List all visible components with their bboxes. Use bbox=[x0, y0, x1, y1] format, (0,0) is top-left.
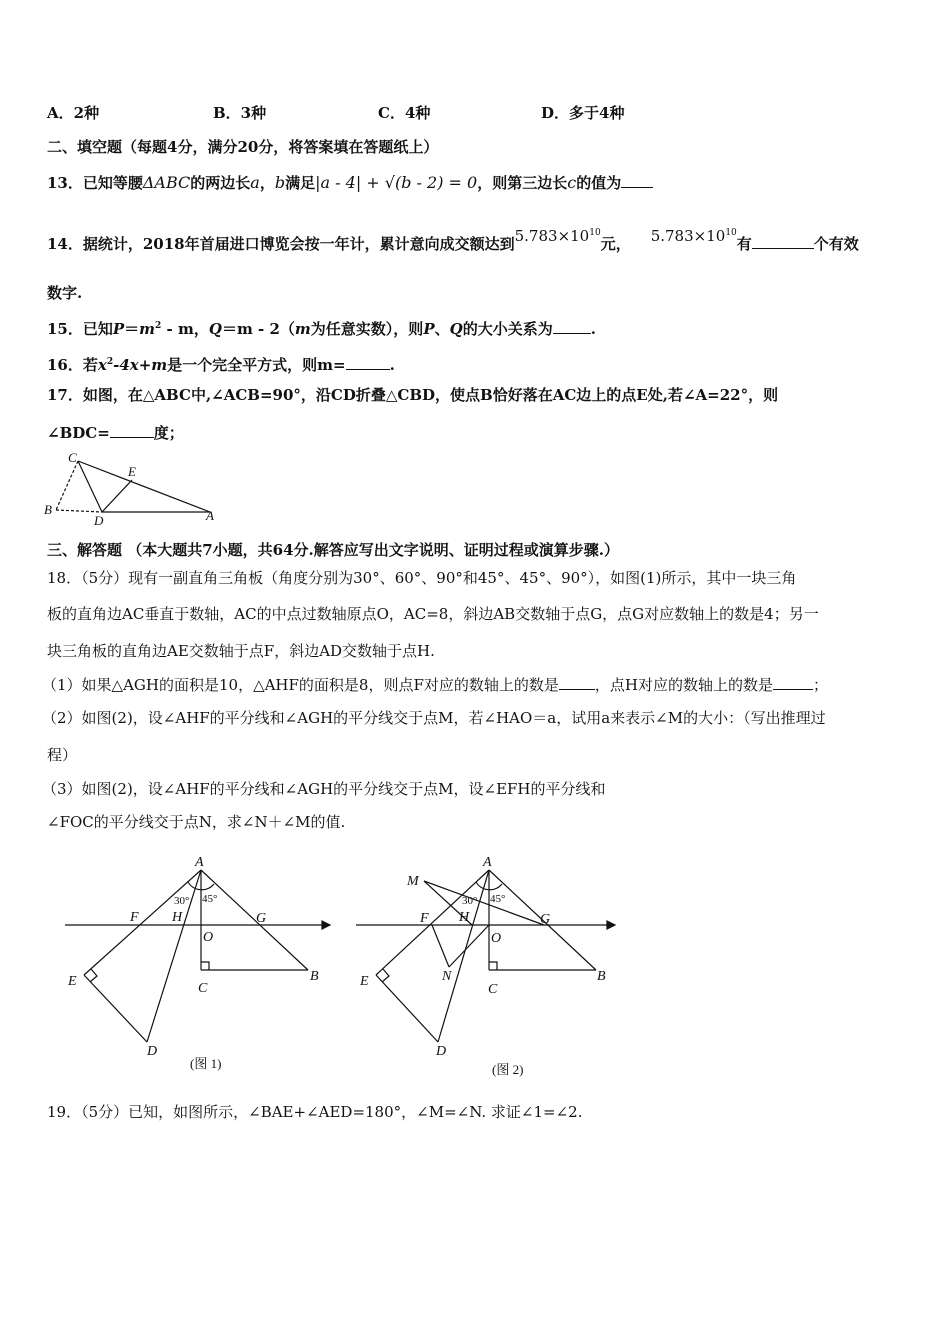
label-a: A bbox=[195, 855, 204, 870]
label-e: E bbox=[360, 974, 369, 989]
label-h: H bbox=[459, 910, 470, 925]
question-13: 13．已知等腰ΔABC的两边长a，b满足|a - 4| + √(b - 2) = 0，则第三边长c的值为 bbox=[47, 173, 653, 193]
label-45: 45° bbox=[490, 893, 506, 905]
label-e: E bbox=[68, 974, 77, 989]
answer-blank-15[interactable] bbox=[553, 319, 591, 334]
segment-ed bbox=[376, 975, 438, 1042]
label-c: C bbox=[68, 450, 77, 465]
label-c: C bbox=[198, 981, 208, 996]
label-h: H bbox=[172, 910, 183, 925]
label-b: B bbox=[44, 502, 52, 517]
label-b: B bbox=[310, 969, 319, 984]
answer-blank-18-f[interactable] bbox=[559, 675, 595, 690]
label-f: F bbox=[130, 910, 139, 925]
option-d: D．多于4种 bbox=[541, 104, 625, 122]
question-17-line2: ∠BDC= 度； bbox=[47, 424, 184, 442]
segment-de bbox=[102, 480, 132, 512]
label-b: B bbox=[597, 969, 606, 984]
segment-ed bbox=[84, 975, 147, 1042]
option-b: B．3种 bbox=[213, 104, 267, 122]
section3-heading: 三、解答题 （本大题共7小题，共64分.解答应写出文字说明、证明过程或演算步骤.） bbox=[47, 541, 619, 559]
segment-no bbox=[449, 925, 489, 967]
segment-ab bbox=[201, 870, 308, 970]
label-d: D bbox=[94, 513, 104, 528]
segment-ae bbox=[376, 870, 489, 975]
caption-2: (图 2) bbox=[492, 1062, 524, 1077]
label-n: N bbox=[442, 969, 452, 984]
answer-blank-18-h[interactable] bbox=[773, 675, 813, 690]
right-angle-c bbox=[201, 962, 209, 970]
segment-ae bbox=[84, 870, 201, 975]
question-18-line3: 块三角板的直角边AE交数轴于点F，斜边AD交数轴于点H. bbox=[47, 642, 435, 660]
label-o: O bbox=[203, 930, 214, 945]
segment-cb bbox=[56, 461, 78, 510]
label-d: D bbox=[436, 1044, 447, 1059]
question-18: 18．（5分）现有一副直角三角板（角度分别为30°、60°、90°和45°、45°、90°），如图(1)所示，其中一块三角 bbox=[47, 569, 797, 587]
question-15: 15．已知$P=m^2 - m$，Q＝m - 2（m为任意实数），则P、Q的大小关系为 . bbox=[47, 320, 596, 338]
section2-heading: 二、填空题（每题4分，满分20分，将答案填在答题纸上） bbox=[47, 138, 439, 156]
caption-1: (图 1) bbox=[190, 1056, 222, 1071]
option-c: C．4种 bbox=[378, 104, 431, 122]
question-14: 14．据统计，2018年首届进口博览会按一年计，累计意向成交额达到$5.783\times 10^{10}$元， $5.783\times 10^{10}$有 个有效 bbox=[47, 227, 859, 253]
question-16: 16．若$x^2-4x+m$是一个完全平方式，则m= . bbox=[47, 356, 395, 374]
segment-fn bbox=[432, 925, 449, 967]
label-c: C bbox=[488, 982, 498, 997]
label-45: 45° bbox=[202, 893, 218, 905]
answer-blank-14[interactable] bbox=[752, 234, 814, 249]
question-17: 17．如图，在△ABC中,∠ACB=90°，沿CD折叠△CBD，使点B恰好落在AC边上的点E处,若∠A=22°，则 bbox=[47, 386, 779, 404]
label-e: E bbox=[128, 464, 136, 479]
label-30: 30° bbox=[174, 895, 190, 907]
right-angle-e bbox=[90, 969, 97, 982]
number-line-arrow bbox=[607, 921, 615, 929]
question-19: 19．（5分）已知，如图所示，∠BAE+∠AED=180°，∠M=∠N. 求证∠1=∠2. bbox=[47, 1103, 583, 1121]
figure-1 bbox=[60, 852, 340, 1082]
question-18-part2-cont: 程） bbox=[47, 746, 78, 764]
question-18-line2: 板的直角边AC垂直于数轴，AC的中点过数轴原点O，AC=8，斜边AB交数轴于点G，点G对应数轴上的数是4；另一 bbox=[47, 605, 819, 623]
label-d: D bbox=[147, 1044, 158, 1059]
option-a: A．2种 bbox=[47, 104, 100, 122]
label-f: F bbox=[420, 911, 429, 926]
question-14-cont: 数字. bbox=[47, 284, 83, 302]
right-angle-e bbox=[382, 969, 389, 982]
label-m: M bbox=[407, 874, 419, 889]
label-g: G bbox=[256, 911, 267, 926]
label-a: A bbox=[483, 855, 492, 870]
segment-bd bbox=[56, 510, 102, 512]
question-18-part3-cont: ∠FOC的平分线交于点N，求∠N＋∠M的值. bbox=[47, 813, 346, 831]
right-angle-c bbox=[489, 962, 497, 970]
figure-17 bbox=[40, 448, 230, 528]
answer-blank-17[interactable] bbox=[110, 423, 154, 438]
label-a: A bbox=[206, 508, 214, 523]
figure-2 bbox=[352, 852, 627, 1087]
label-o: O bbox=[491, 931, 502, 946]
answer-blank-16[interactable] bbox=[346, 355, 390, 370]
equation-13: |a - 4| + √(b - 2) = 0 bbox=[315, 173, 478, 192]
question-18-part2: （2）如图(2)，设∠AHF的平分线和∠AGH的平分线交于点M，若∠HAO＝a，试用a来表示∠M的大小：（写出推理过 bbox=[42, 709, 826, 727]
number-line-arrow bbox=[322, 921, 330, 929]
label-g: G bbox=[540, 912, 551, 927]
label-30: 30° bbox=[462, 895, 478, 907]
question-18-part1: （1）如果△AGH的面积是10，△AHF的面积是8，则点F对应的数轴上的数是 ，点H对应的数轴上的数是 ； bbox=[42, 676, 828, 694]
answer-blank-13[interactable] bbox=[621, 173, 653, 188]
question-18-part3: （3）如图(2)，设∠AHF的平分线和∠AGH的平分线交于点M，设∠EFH的平分线和 bbox=[42, 780, 606, 798]
